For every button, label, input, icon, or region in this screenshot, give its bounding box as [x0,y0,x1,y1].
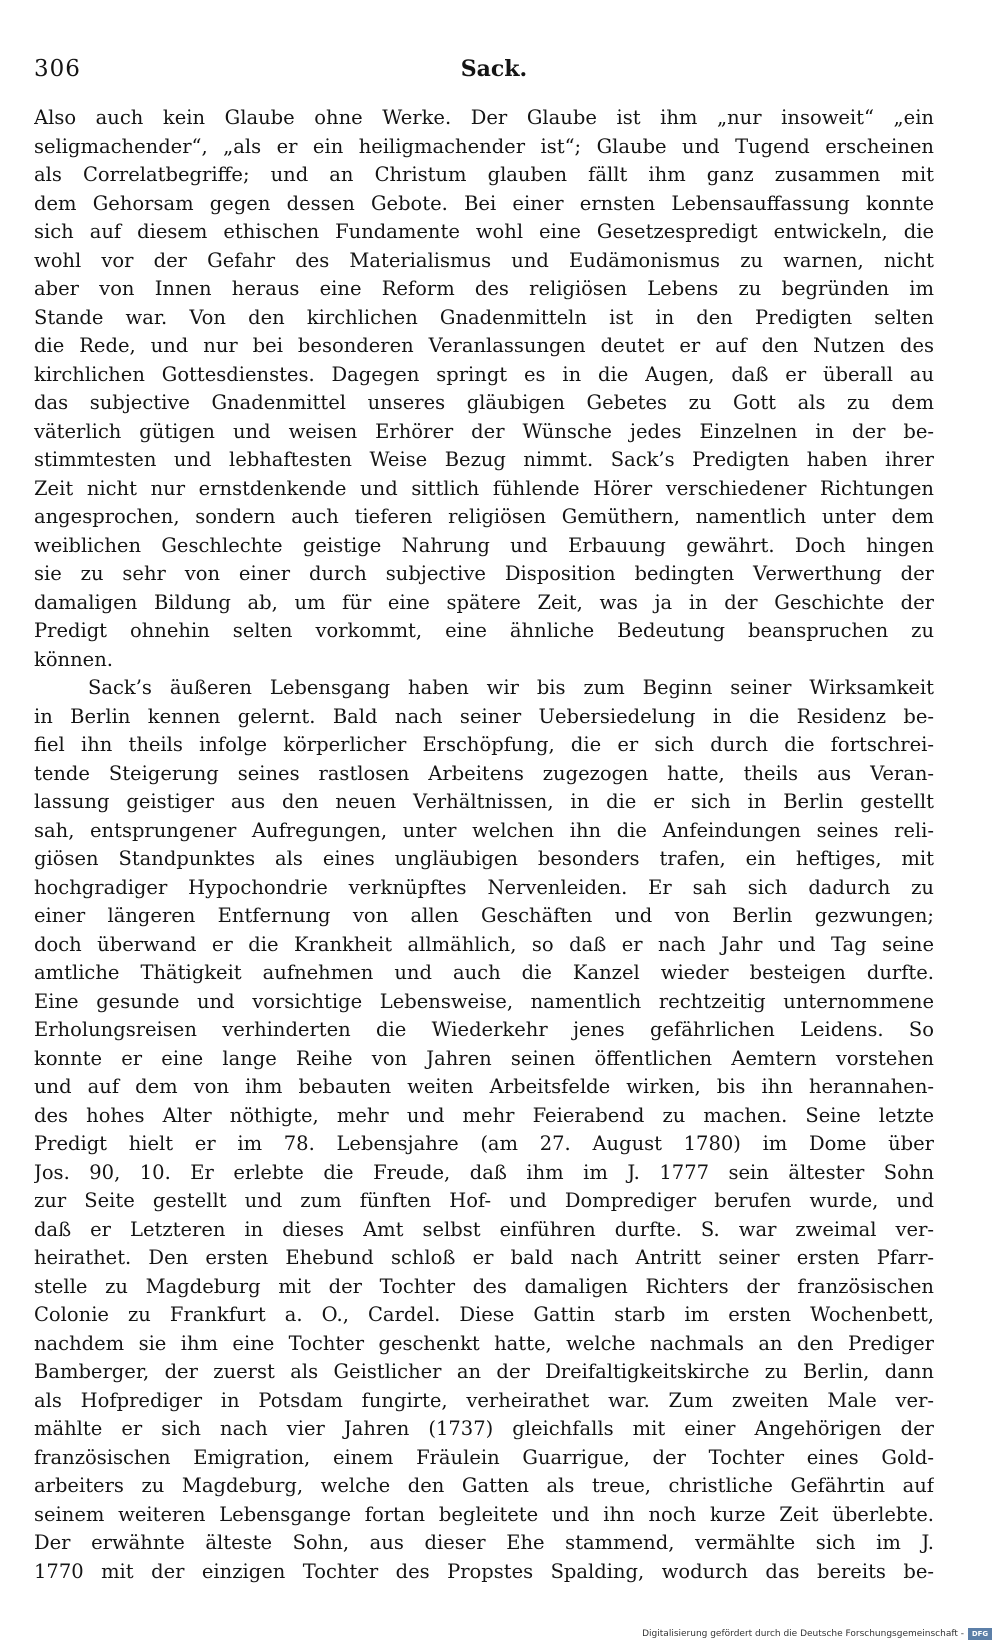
text-line: Colonie zu Frankfurt a. O., Cardel. Diese Gattin starb im ersten Wochenbett, [34,1303,934,1326]
text-line: Der erwähnte älteste Sohn, aus dieser Ehe stammend, vermählte sich im J. [34,1531,934,1554]
text-line: können. [34,647,113,671]
text-line: fiel ihn theils infolge körperlicher Erschöpfung, die er sich durch die fortschrei- [34,733,934,756]
footer-credit: Digitalisierung gefördert durch die Deutsche Forschungsgemeinschaft - [642,1629,964,1639]
text-line: giösen Standpunktes als eines ungläubigen besonders trafen, ein heftiges, mit [34,847,934,870]
text-line: als Hofprediger in Potsdam fungirte, verheirathet war. Zum zweiten Male ver- [34,1388,934,1412]
text-line: tende Steigerung seines rastlosen Arbeitens zugezogen hatte, theils aus Veran- [34,761,934,785]
text-line: hochgradiger Hypochondrie verknüpftes Nervenleiden. Er sah sich dadurch zu [34,875,934,899]
text-line: wohl vor der Gefahr des Materialismus und Eudämonismus zu warnen, nicht [34,248,934,272]
text-line: Sack’s äußeren Lebensgang haben wir bis zum Beginn seiner Wirksamkeit [88,676,934,699]
text-line: daß er Letzteren in dieses Amt selbst einführen durfte. S. war zweimal ver- [34,1217,934,1241]
text-line: Predigt hielt er im 78. Lebensjahre (am 27. August 1780) im Dome über [34,1132,934,1155]
text-line: französischen Emigration, einem Fräulein Guarrigue, der Tochter eines Gold- [34,1445,934,1469]
text-line: Jos. 90, 10. Er erlebte die Freude, daß ihm im J. 1777 sein ältester Sohn [34,1160,934,1184]
text-line: amtliche Thätigkeit aufnehmen und auch die Kanzel wieder besteigen durfte. [34,961,934,984]
digitization-footer [642,1627,992,1641]
text-line: Zeit nicht nur ernstdenkende und sittlich fühlende Hörer verschiedener Richtungen [34,476,934,500]
text-line: mählte er sich nach vier Jahren (1737) gleichfalls mit einer Angehörigen der [34,1417,934,1440]
paragraph-1 [34,104,934,674]
text-line: einer längeren Entfernung von allen Geschäften und von Berlin gezwungen; [34,904,934,927]
text-line: heirathet. Den ersten Ehebund schloß er bald nach Antritt seiner ersten Pfarr- [34,1246,934,1269]
text-line: sie zu sehr von einer durch subjective Disposition bedingten Verwerthung der [34,562,934,585]
text-line: Also auch kein Glaube ohne Werke. Der Glaube ist ihm „nur insoweit“ „ein [34,106,934,129]
text-line: weiblichen Geschlechte geistige Nahrung und Erbauung gewährt. Doch hingen [34,533,934,557]
page-number: 306 [34,56,81,82]
text-line: die Rede, und nur bei besonderen Veranlassungen deutet er auf den Nutzen des [34,334,934,357]
text-line: als Correlatbegriffe; und an Christum glauben fällt ihm ganz zusammen mit [34,163,934,186]
body-text [34,104,934,1586]
text-line: angesprochen, sondern auch tieferen religiösen Gemüthern, namentlich unter dem [34,505,934,528]
text-line: kirchlichen Gottesdienstes. Dagegen springt es in die Augen, daß er überall au [34,362,934,386]
text-line: und auf dem von ihm bebauten weiten Arbeitsfelde wirken, bis ihn herannahen- [34,1075,934,1098]
text-line: nachdem sie ihm eine Tochter geschenkt hatte, welche nachmals an den Prediger [34,1331,934,1355]
text-line: seligmachender“, „als er ein heiligmachender ist“; Glaube und Tugend erscheinen [34,134,934,158]
text-line: das subjective Gnadenmittel unseres gläubigen Gebetes zu Gott als zu dem [34,391,934,414]
text-line: doch überwand er die Krankheit allmählich, so daß er nach Jahr und Tag seine [34,932,934,956]
text-line: damaligen Bildung ab, um für eine spätere Zeit, was ja in der Geschichte der [34,590,934,614]
text-line: arbeiters zu Magdeburg, welche den Gatten als treue, christliche Gefährtin auf [34,1474,934,1497]
text-line: 1770 mit der einzigen Tochter des Propstes Spalding, wodurch das bereits be- [34,1559,934,1583]
text-line: sah, entsprungener Aufregungen, unter welchen ihn die Anfeindungen seines reli- [34,818,934,842]
page-header [34,56,934,88]
dfg-logo-icon: DFG [968,1628,992,1640]
text-line: des hohes Alter nöthigte, mehr und mehr Feierabend zu machen. Seine letzte [34,1103,934,1127]
text-line: stimmtesten und lebhaftesten Weise Bezug nimmt. Sack’s Predigten haben ihrer [34,448,934,471]
text-line: sich auf diesem ethischen Fundamente wohl eine Gesetzespredigt entwickeln, die [34,220,934,243]
text-line: lassung geistiger aus den neuen Verhältnissen, in die er sich in Berlin gestellt [34,790,934,813]
text-line: väterlich gütigen und weisen Erhörer der Wünsche jedes Einzelnen in der be- [34,419,934,443]
text-line: Erholungsreisen verhinderten die Wiederkehr jenes gefährlichen Leidens. So [34,1018,934,1041]
paragraph-2 [34,674,934,1586]
text-line: Predigt ohnehin selten vorkommt, eine ähnliche Bedeutung beanspruchen zu [34,619,934,642]
text-line: konnte er eine lange Reihe von Jahren seinen öffentlichen Aemtern vorstehen [34,1046,934,1070]
text-line: seinem weiteren Lebensgange fortan begleitete und ihn noch kurze Zeit überlebte. [34,1502,934,1526]
text-line: Eine gesunde und vorsichtige Lebensweise, namentlich rechtzeitig unternommene [34,989,934,1013]
text-line: zur Seite gestellt und zum fünften Hof- und Domprediger berufen wurde, und [34,1189,934,1212]
text-line: Stande war. Von den kirchlichen Gnadenmitteln ist in den Predigten selten [34,305,934,329]
text-line: dem Gehorsam gegen dessen Gebote. Bei einer ernsten Lebensauffassung konnte [34,191,934,215]
running-head: Sack. [460,56,528,82]
text-line: stelle zu Magdeburg mit der Tochter des damaligen Richters der französischen [34,1274,934,1298]
text-line: aber von Innen heraus eine Reform des religiösen Lebens zu begründen im [34,277,934,300]
text-line: in Berlin kennen gelernt. Bald nach seiner Uebersiedelung in die Residenz be- [34,704,934,728]
text-line: Bamberger, der zuerst als Geistlicher an der Dreifaltigkeitskirche zu Berlin, dann [34,1360,934,1383]
